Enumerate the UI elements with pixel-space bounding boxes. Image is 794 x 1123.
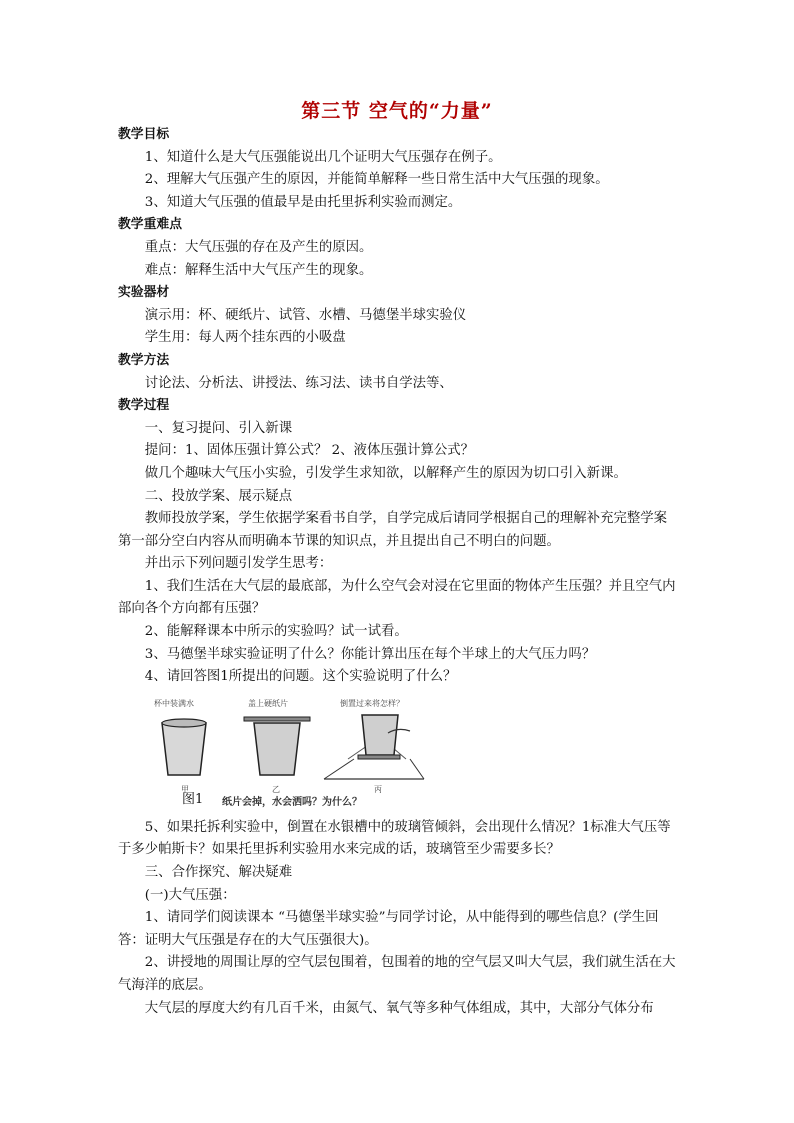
figure-label: 杯中装满水 [154,698,194,708]
paragraph: 难点：解释生活中大气压产生的现象。 [144,262,373,278]
figure-sublabel: 乙 [272,784,280,794]
section-equipment [118,282,680,350]
section-process-continued [118,817,680,1020]
paragraph: 重点：大气压强的存在及产生的原因。 [144,239,373,255]
paragraph: 三、合作探究、解决疑难 [144,865,293,881]
paragraph: 4、请回答图1所提出的问题。这个实验说明了什么？ [144,669,457,685]
figure-caption-text: 纸片会掉，水会洒吗？为什么？ [222,796,362,808]
document-body [118,124,680,1020]
paragraph: 3、知道大气压强的值最早是由托里拆利实验而测定。 [144,194,462,210]
paragraph: 3、马德堡半球实验证明了什么？你能计算出压在每个半球上的大气压力吗？ [144,646,596,662]
paragraph: 大气层的厚度大约有几百千米，由氮气、氧气等多种气体组成，其中，大部分气体分布 [144,1000,654,1016]
figure-sublabel: 丙 [374,784,382,794]
paragraph: 二、投放学案、展示疑点 [144,488,293,504]
paragraph: 做几个趣味大气压小实验，引发学生求知欲，以解释产生的原因为切口引入新课。 [144,465,627,481]
page-title: 第三节 空气的“力量” [301,100,493,122]
paragraph: 讨论法、分析法、讲授法、练习法、读书自学法等、 [144,375,453,391]
paragraph: 教师投放学案，学生依据学案看书自学，自学完成后请同学根据自己的理解补充完整学案第一部分空白内容从而明确本节课的知识点，并且提出自己不明白的问题。 [118,511,668,549]
figure-sublabel: 甲 [181,784,189,794]
figure-caption-number: 图1 [182,791,204,807]
paragraph: 2、能解释课本中所示的实验吗？试一试看。 [144,624,408,640]
section-objectives [118,124,680,214]
section-heading: 教学目标 [118,127,170,142]
paragraph: 提问：1、固体压强计算公式？ 2、液体压强计算公式？ [144,443,475,459]
paragraph: 1、知道什么是大气压强能说出几个证明大气压强存在例子。 [144,149,502,165]
section-key-points [118,214,680,282]
paragraph: 2、理解大气压强产生的原因，并能简单解释一些日常生活中大气压强的现象。 [144,172,609,188]
section-heading: 教学过程 [118,398,170,414]
paragraph: 5、如果托拆利实验中，倒置在水银槽中的玻璃管倾斜，会出现什么情况？1标准大气压等于多少帕斯卡？如果托里拆利实验用水来完成的话，玻璃管至少需要多长？ [118,819,671,858]
paragraph: 1、请同学们阅读课本 “马德堡半球实验”与同学讨论，从中能得到的哪些信息？(学生回答：证明大气压强是存在的大气压强很大)。 [118,910,659,948]
section-heading: 教学重难点 [118,217,182,233]
paragraph: (一)大气压强： [144,887,236,903]
section-heading: 教学方法 [118,352,170,368]
paragraph: 并出示下列问题引发学生思考： [144,556,333,572]
figure-1 [148,693,428,811]
section-process [118,395,680,689]
figure-label: 倒置过来将怎样？ [340,698,404,708]
paragraph: 学生用：每人两个挂东西的小吸盘 [144,330,346,346]
paragraph: 1、我们生活在大气层的最底部，为什么空气会对浸在它里面的物体产生压强？并且空气内部向各个方向都有压强？ [118,578,676,617]
paragraph: 2、讲授地的周围让厚的空气层包围着，包围着的地的空气层又叫大气层，我们就生活在大气海洋的底层。 [118,955,676,993]
paragraph: 演示用：杯、硬纸片、试管、水槽、马德堡半球实验仪 [144,307,467,323]
section-methods [118,350,680,395]
section-heading: 实验器材 [118,285,170,301]
paragraph: 一、复习提问、引入新课 [144,420,293,436]
figure-label: 盖上硬纸片 [248,698,288,708]
